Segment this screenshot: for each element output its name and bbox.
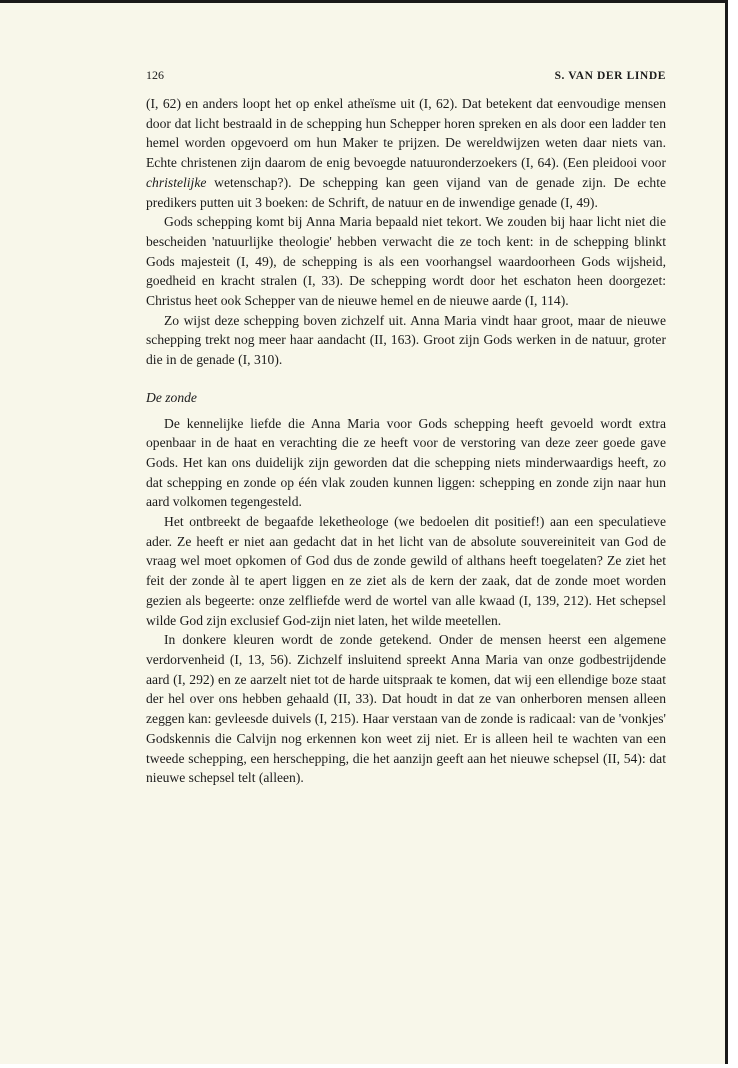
section-heading: De zonde bbox=[146, 389, 197, 405]
paragraphs-after-heading bbox=[146, 414, 666, 788]
paragraph bbox=[146, 212, 666, 311]
text-run: Zo wijst deze schepping boven zichzelf uit. Anna Maria vindt haar groot, maar de nieuwe schepping trekt nog meer haar aandacht (II, 163). Groot zijn Gods werken in de natuur, groter die in de genade (I, 310). bbox=[146, 312, 666, 368]
text-run: (I, 62) en anders loopt het op enkel atheïsme uit (I, 62). Dat betekent dat eenvoudige mensen door dat licht bestraald in de schepping hun Schepper horen spreken en als door een ladder ten hemel worden opgevoerd om hun Maker te prijzen. De wereldwijzen weten daar niets van. Echte christenen zijn daarom de enig bevoegde natuuronderzoekers (I, 64). (Een pleidooi voor bbox=[146, 96, 666, 171]
paragraph bbox=[146, 512, 666, 630]
book-page bbox=[146, 66, 666, 788]
text-run: Gods schepping komt bij Anna Maria bepaald niet tekort. We zouden bij haar licht niet die bescheiden 'natuurlijke theologie' hebben verwacht die ze toch kent: in de schepping blinkt Gods majesteit (I, 49), de schepping is als een voorhangsel waardoorheen Gods wijsheid, goedheid en kracht stralen (I, 33). De schepping wordt door het eschaton heen doorgezet: Christus heet ook Schepper van de nieuwe hemel en de nieuwe aarde (I, 114). bbox=[146, 214, 666, 309]
body-text bbox=[146, 94, 666, 788]
paragraph bbox=[146, 94, 666, 212]
text-run: Het ontbreekt de begaafde leketheologe (we bedoelen dit positief!) aan een speculatieve ader. Ze heeft er niet aan gedacht dat in het licht van de absolute souvereiniteit van God de vraag wel moet opkomen of God dus de zonde gewild of althans heeft toegelaten? Ze ziet het feit der zonde àl te apert liggen en ze ziet als de kern der zaak, dat de zonde moet worden gezien als begeerte: onze zelfliefde werd de wortel van alle kwaad (I, 139, 212). Het schepsel wilde God zijn exclusief God-zijn niet laten, het wilde meetellen. bbox=[146, 514, 666, 628]
running-head bbox=[146, 66, 666, 88]
text-run: De kennelijke liefde die Anna Maria voor Gods schepping heeft gevoeld wordt extra openbaar in de haat en verachting die ze heeft voor de verstoring van deze zeer goede gave Gods. Het kan ons duidelijk zijn geworden dat die schepping niets minderwaardigs heeft, zo dat schepping en zonde op één vlak zouden kunnen liggen: schepping en zonde zijn naar hun aard volkomen tegengesteld. bbox=[146, 415, 666, 510]
text-run: wetenschap?). De schepping kan geen vijand van de genade zijn. De echte predikers putten uit 3 boeken: de Schrift, de natuur en de inwendige genade (I, 49). bbox=[146, 174, 666, 210]
running-head-author: S. VAN DER LINDE bbox=[554, 70, 666, 82]
paragraphs-before-heading bbox=[146, 94, 666, 370]
italic-text: christelijke bbox=[146, 174, 207, 190]
paragraph bbox=[146, 414, 666, 513]
page-number: 126 bbox=[146, 68, 164, 82]
paragraph bbox=[146, 311, 666, 370]
text-run: In donkere kleuren wordt de zonde getekend. Onder de mensen heerst een algemene verdorvenheid (I, 13, 56). Zichzelf insluitend spreekt Anna Maria van onze godbestrijdende aard (I, 292) en ze aarzelt niet tot de harde uitspraak te komen, dat wij een ellendige boze staat der hel over ons hebben gehaald (II, 33). Dat houdt in dat ze van onherboren mensen alleen zeggen kan: gevleesde duivels (I, 215). Haar verstaan van de zonde is radicaal: van de 'vonkjes' Godskennis die Calvijn nog erkennen kon weet zij niet. Er is alleen heil te wachten van een tweede schepping, een herschepping, die het aanzijn geeft aan het nieuwe schepsel (II, 54): dat nieuwe schepsel telt (alleen). bbox=[146, 632, 666, 786]
paragraph bbox=[146, 630, 666, 788]
